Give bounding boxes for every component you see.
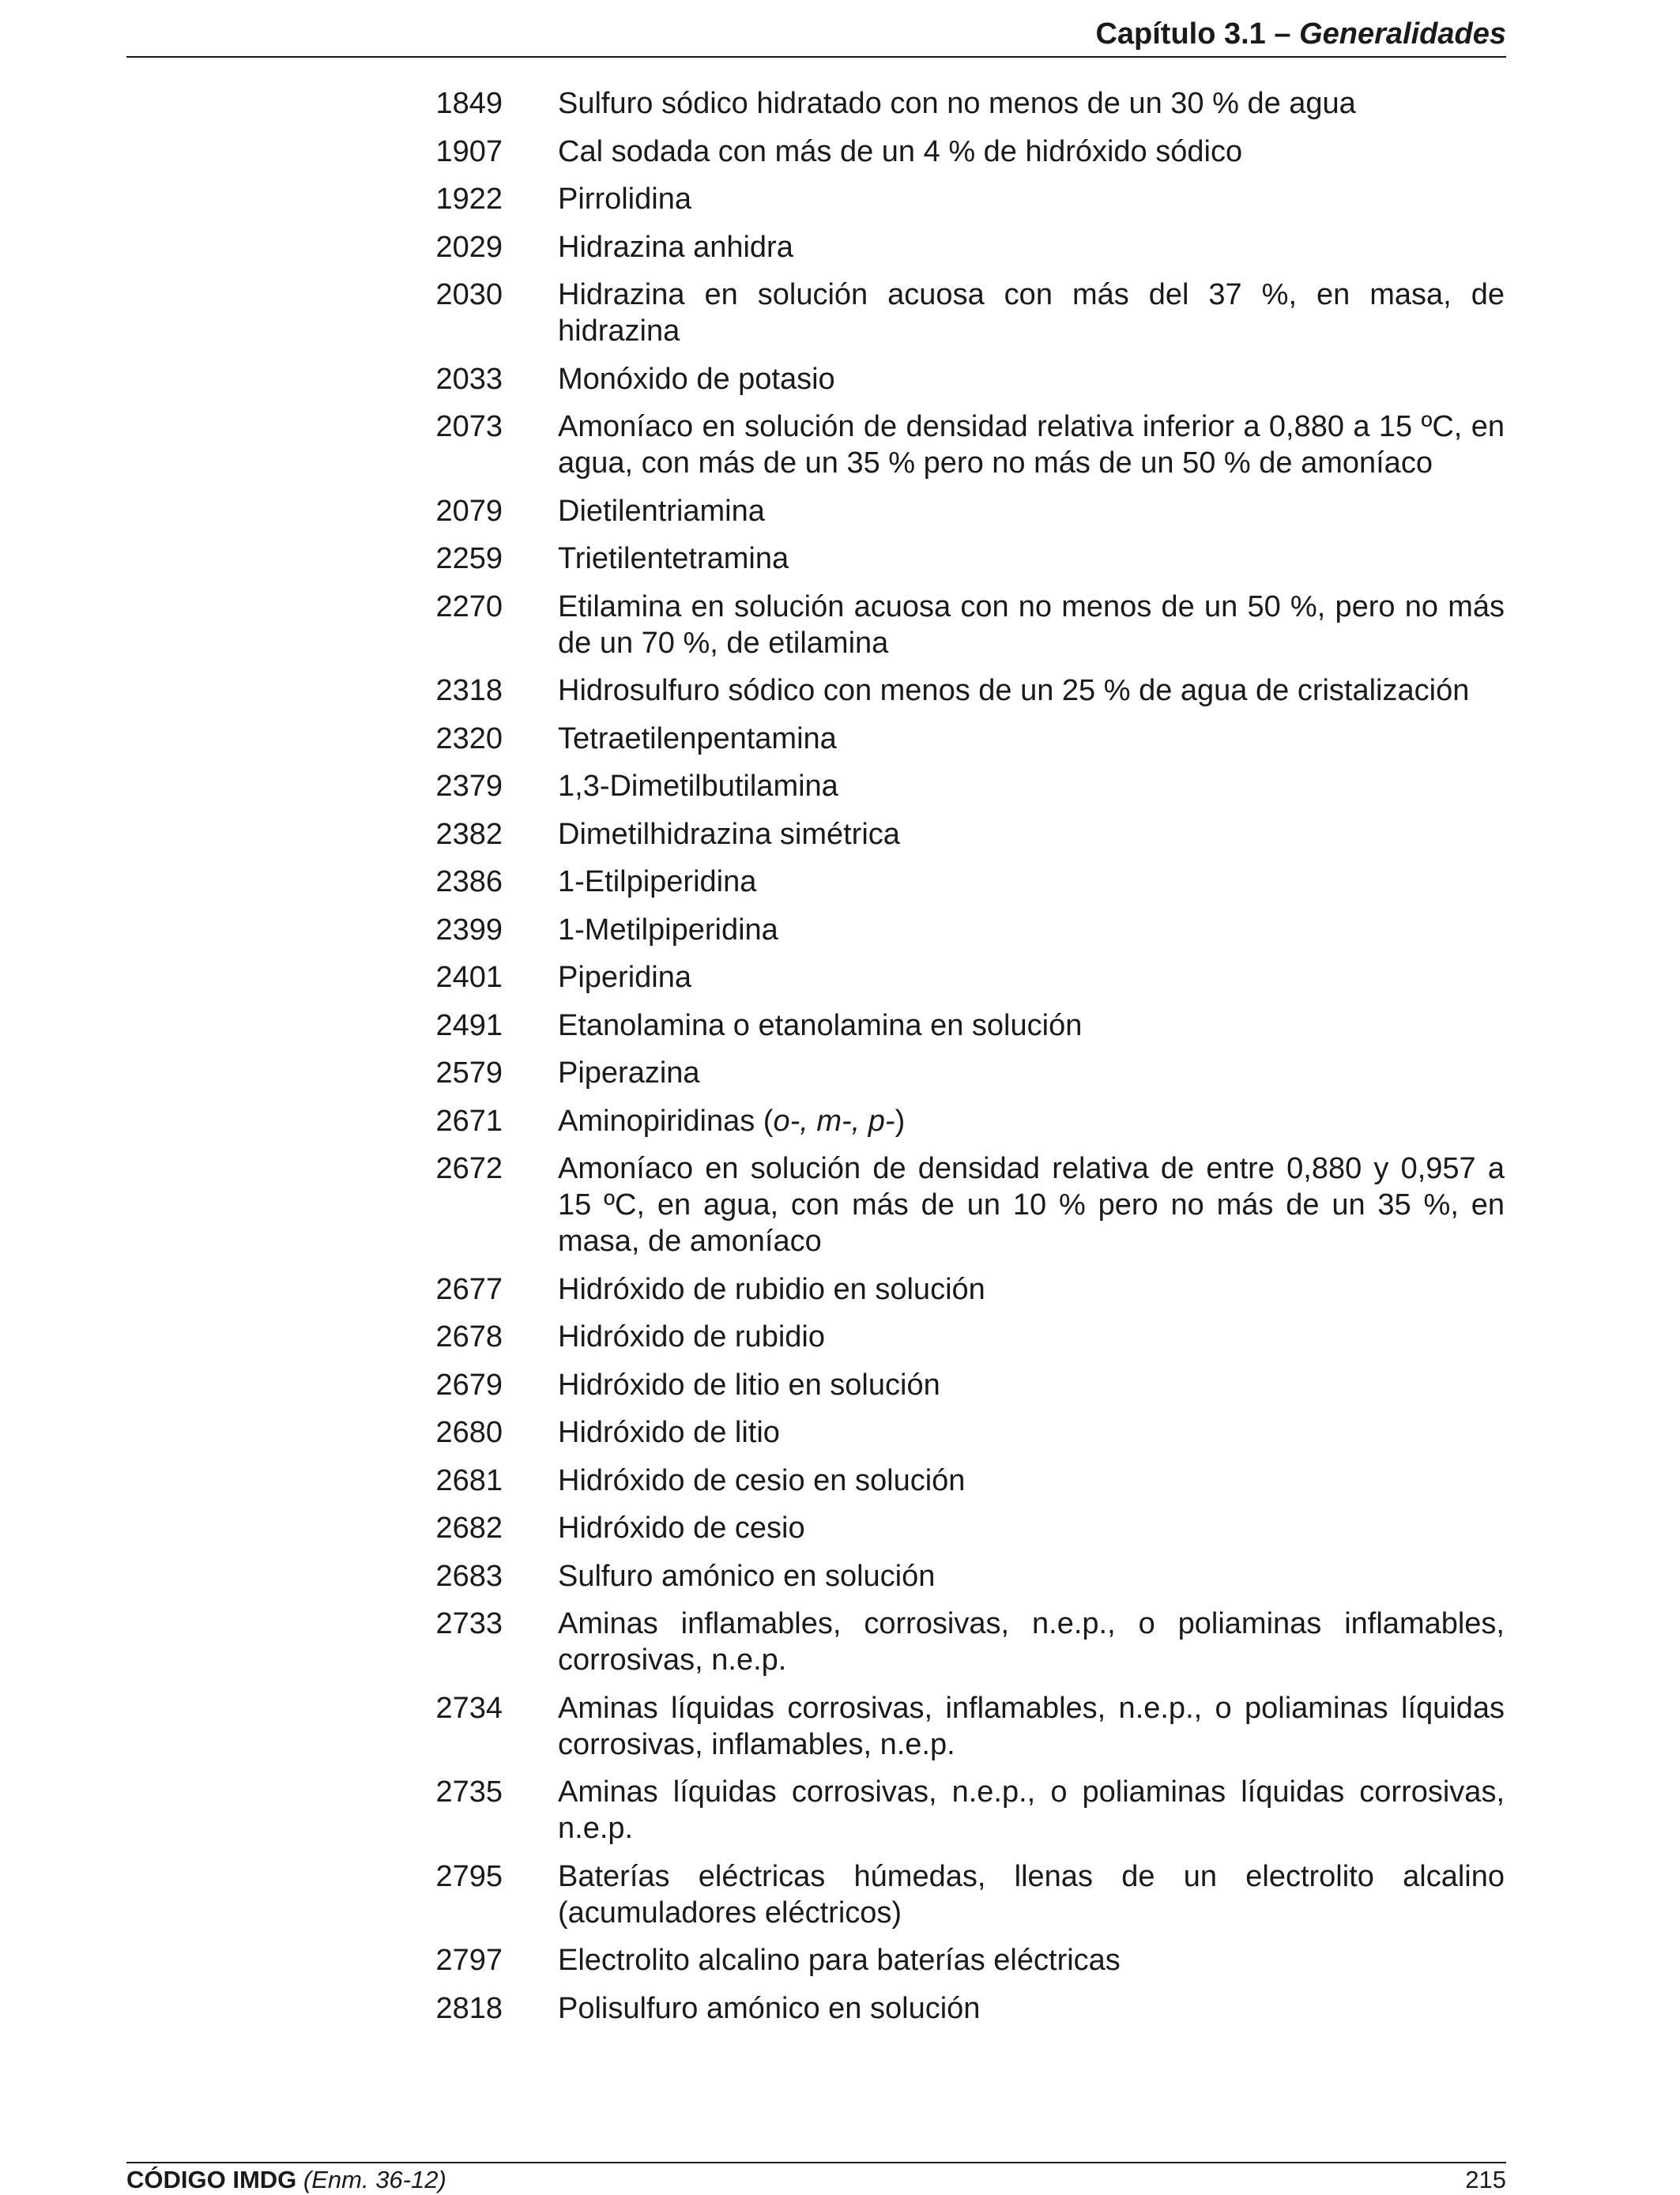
list-item <box>427 1367 1505 1403</box>
list-item <box>427 1558 1505 1594</box>
substance-name: Baterías eléctricas húmedas, llenas de un electrolito alcalino (acumuladores eléctricos) <box>558 1859 1505 1930</box>
un-number: 2681 <box>435 1463 503 1497</box>
list-item <box>427 1463 1505 1499</box>
substance-name-italic: o-, m-, p- <box>773 1104 895 1138</box>
list-item <box>427 1606 1505 1678</box>
list-item <box>427 85 1505 122</box>
un-number: 2033 <box>435 362 503 396</box>
un-number-list <box>427 85 1505 2027</box>
substance-name: Hidróxido de rubidio <box>558 1320 825 1354</box>
un-number: 2672 <box>435 1152 503 1185</box>
list-item <box>427 134 1505 170</box>
section-label: Generalidades <box>1299 17 1506 51</box>
un-number: 2379 <box>435 770 503 803</box>
list-item <box>427 959 1505 996</box>
list-item <box>427 1007 1505 1044</box>
substance-name: Hidróxido de cesio <box>558 1512 805 1545</box>
list-item <box>427 181 1505 217</box>
list-item <box>427 1858 1505 1931</box>
list-item <box>427 493 1505 529</box>
running-title <box>1095 17 1506 51</box>
un-number: 2073 <box>435 410 503 443</box>
substance-name: Cal sodada con más de un 4 % de hidróxido sódico <box>558 134 1243 168</box>
un-number: 1849 <box>435 87 503 120</box>
substance-name: Piperidina <box>558 961 691 994</box>
substance-name: Polisulfuro amónico en solución <box>558 1991 981 2025</box>
list-item <box>427 540 1505 577</box>
list-item <box>427 912 1505 948</box>
un-number: 2270 <box>435 589 503 623</box>
substance-name: Etilamina en solución acuosa con no menos de un 50 %, pero no más de un 70 %, de etilamina <box>558 589 1505 660</box>
substance-name: Tetraetilenpentamina <box>558 721 837 755</box>
un-number: 2386 <box>435 865 503 898</box>
substance-name: Hidróxido de litio <box>558 1416 780 1449</box>
substance-name: 1-Metilpiperidina <box>558 913 778 947</box>
list-item <box>427 1990 1505 2027</box>
un-number: 2818 <box>435 1991 503 2025</box>
substance-name: Aminas líquidas corrosivas, inflamables, n.e.p., o poliaminas líquidas corrosivas, inflamables, n.e.p. <box>558 1691 1505 1761</box>
substance-name: Amoníaco en solución de densidad relativa inferior a 0,880 a 15 ºC, en agua, con más de un 35 % pero no más de un 50 % de amoníaco <box>558 410 1505 480</box>
un-number: 2678 <box>435 1320 503 1354</box>
un-number: 2683 <box>435 1559 503 1593</box>
un-number: 2734 <box>435 1691 503 1725</box>
un-number: 2491 <box>435 1008 503 1042</box>
code-title: CÓDIGO IMDG <box>126 2166 297 2193</box>
substance-name: Monóxido de potasio <box>558 362 835 396</box>
substance-name: Etanolamina o etanolamina en solución <box>558 1008 1083 1042</box>
un-number: 2797 <box>435 1944 503 1977</box>
footer-code <box>126 2165 446 2195</box>
un-number: 2680 <box>435 1416 503 1449</box>
un-number: 2320 <box>435 721 503 755</box>
substance-name: Dietilentriamina <box>558 494 765 528</box>
substance-name: 1-Etilpiperidina <box>558 865 757 898</box>
substance-name: Aminas líquidas corrosivas, n.e.p., o poliaminas líquidas corrosivas, n.e.p. <box>558 1775 1505 1845</box>
list-item <box>427 1510 1505 1546</box>
page-footer <box>126 2162 1506 2195</box>
list-item <box>427 1414 1505 1451</box>
un-number: 2318 <box>435 674 503 707</box>
un-number: 2682 <box>435 1512 503 1545</box>
un-number: 1922 <box>435 183 503 216</box>
list-item <box>427 409 1505 481</box>
substance-name: Sulfuro amónico en solución <box>558 1559 936 1593</box>
substance-name-suffix: ) <box>895 1104 906 1138</box>
list-item <box>427 1271 1505 1308</box>
list-item <box>427 1774 1505 1847</box>
list-item <box>427 361 1505 397</box>
list-item <box>427 1055 1505 1091</box>
list-item <box>427 589 1505 661</box>
list-item <box>427 229 1505 265</box>
list-item <box>427 1150 1505 1259</box>
code-amendment: (Enm. 36-12) <box>303 2166 446 2193</box>
un-number: 2579 <box>435 1056 503 1090</box>
un-number: 2030 <box>435 278 503 311</box>
substance-name: Hidrosulfuro sódico con menos de un 25 % de agua de cristalización <box>558 674 1470 707</box>
un-number: 2401 <box>435 961 503 994</box>
un-number: 2029 <box>435 230 503 264</box>
substance-name: 1,3-Dimetilbutilamina <box>558 770 838 803</box>
un-number: 2733 <box>435 1607 503 1640</box>
title-separator: – <box>1274 17 1291 51</box>
substance-name <box>558 1103 1505 1139</box>
un-number: 2079 <box>435 494 503 528</box>
chapter-label: Capítulo 3.1 <box>1095 17 1266 51</box>
un-number: 2259 <box>435 542 503 575</box>
substance-name: Hidróxido de rubidio en solución <box>558 1272 985 1306</box>
substance-name: Amoníaco en solución de densidad relativa de entre 0,880 y 0,957 a 15 ºC, en agua, con más de un 10 % pero no más de un 35 %, en masa, de amoníaco <box>558 1152 1505 1258</box>
substance-name: Hidróxido de cesio en solución <box>558 1463 966 1497</box>
substance-name: Piperazina <box>558 1056 700 1090</box>
list-item <box>427 1690 1505 1763</box>
substance-name: Hidrazina anhidra <box>558 230 793 264</box>
substance-name: Aminas inflamables, corrosivas, n.e.p., o poliaminas inflamables, corrosivas, n.e.p. <box>558 1607 1505 1677</box>
substance-name: Dimetilhidrazina simétrica <box>558 817 900 851</box>
list-item <box>427 768 1505 804</box>
un-number: 1907 <box>435 134 503 168</box>
substance-name-prefix: Aminopiridinas ( <box>558 1104 774 1138</box>
un-number: 2382 <box>435 817 503 851</box>
substance-name: Hidrazina en solución acuosa con más del 37 %, en masa, de hidrazina <box>558 278 1505 348</box>
un-number: 2677 <box>435 1272 503 1306</box>
page-number: 215 <box>1465 2166 1506 2193</box>
substance-name: Trietilentetramina <box>558 542 789 575</box>
list-item <box>427 721 1505 757</box>
un-number: 2671 <box>435 1104 503 1138</box>
list-item <box>427 672 1505 709</box>
un-number: 2735 <box>435 1775 503 1809</box>
un-number: 2795 <box>435 1859 503 1893</box>
list-item <box>427 1942 1505 1979</box>
substance-name: Pirrolidina <box>558 183 691 216</box>
substance-name: Electrolito alcalino para baterías eléctricas <box>558 1944 1121 1977</box>
substance-name: Hidróxido de litio en solución <box>558 1368 940 1402</box>
list-item <box>427 1319 1505 1355</box>
un-number: 2679 <box>435 1368 503 1402</box>
substance-name: Sulfuro sódico hidratado con no menos de un 30 % de agua <box>558 87 1356 120</box>
list-item <box>427 864 1505 900</box>
page-header <box>126 13 1506 58</box>
list-item <box>427 277 1505 349</box>
list-item <box>427 1103 1505 1139</box>
list-item <box>427 816 1505 853</box>
un-number: 2399 <box>435 913 503 947</box>
